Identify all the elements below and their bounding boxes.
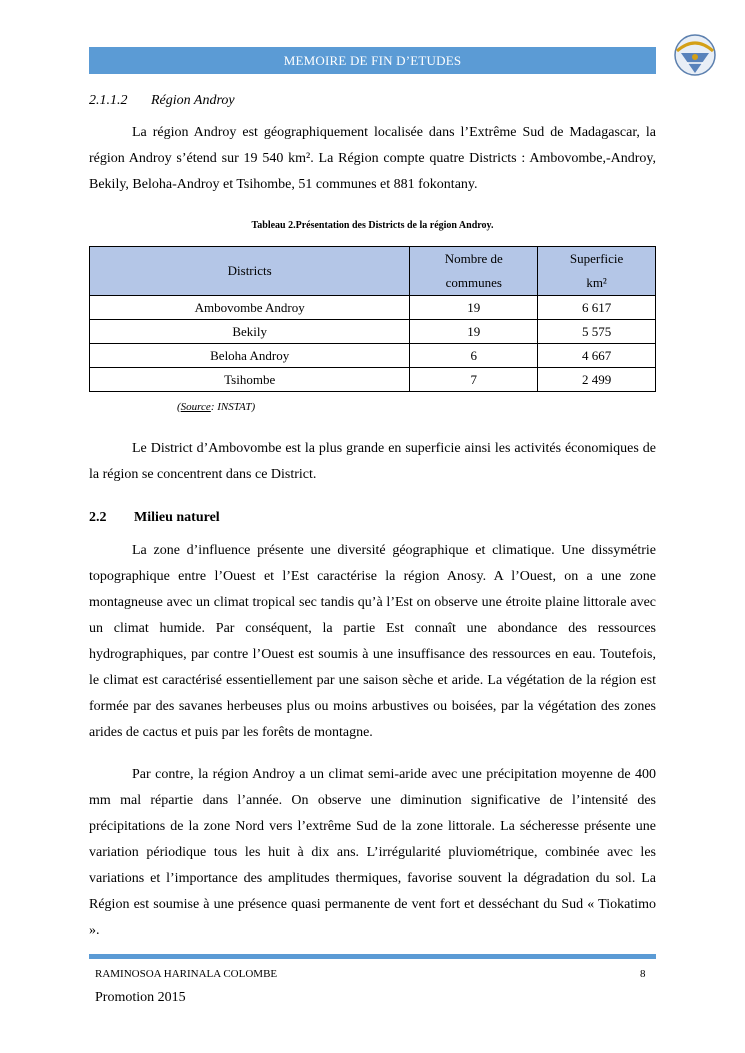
header-districts: Districts: [90, 247, 410, 296]
footer-divider: [89, 954, 656, 959]
paragraph-milieu-2: Par contre, la région Androy a un climat semi-aride avec une précipitation moyenne de 400 mm mal répartie dans l’année. On observe une diminution significative de l’intensité des précipitations de la zone Nord vers l’extrême Sud de la zone littorale. La sécheresse présente une variation périodique tous les huit à dix ans. L’irrégularité pluviométrique, combinée avec les variations et l’importance des amplitudes thermiques, favorise souvent la dégradation du sol. La Région est soumise à une présence quasi permanente de vent fort et desséchant du Sud « Tiokatimo ».: [89, 767, 656, 938]
header-title: MEMOIRE DE FIN D’ETUDES: [283, 52, 462, 68]
footer-promotion: Promotion 2015: [95, 990, 186, 1005]
cell-district: Ambovombe Androy: [90, 296, 410, 320]
cell-area: 6 617: [538, 296, 656, 320]
subsection-number: 2.1.1.2: [89, 93, 128, 108]
header-communes: Nombre de communes: [410, 247, 538, 296]
paragraph-district: Le District d’Ambovombe est la plus grande en superficie ainsi les activités économiques de la région se concentrent dans ce District.: [89, 441, 656, 482]
districts-table: [89, 246, 656, 392]
table-row: [90, 296, 656, 320]
cell-area: 2 499: [538, 368, 656, 392]
header-area: Superficie km²: [538, 247, 656, 296]
table-row: [90, 320, 656, 344]
cell-district: Bekily: [90, 320, 410, 344]
cell-communes: 7: [410, 368, 538, 392]
subsection-title: Région Androy: [151, 93, 235, 108]
table-source: (Source: INSTAT): [177, 401, 256, 413]
cell-communes: 6: [410, 344, 538, 368]
university-logo-icon: [671, 33, 719, 79]
table-header-row: [90, 247, 656, 296]
cell-communes: 19: [410, 320, 538, 344]
cell-area: 5 575: [538, 320, 656, 344]
paragraph-milieu-1: La zone d’influence présente une diversité géographique et climatique. Une dissymétrie topographique entre l’Ouest et l’Est caractérise la région Anosy. A l’Ouest, on a une zone montagneuse avec un climat tropical sec tandis qu’à l’Est on observe une étroite plaine littorale avec un climat humide. Par conséquent, la partie Est connaît une abondance des ressources hydrographiques, par contre l’Ouest est soumis à une insuffisance des ressources en eau. Toutefois, le climat est caractérisé essentiellement par une saison sèche et aride. La végétation de la région est formée par des savanes herbeuses plus ou moins arbustives ou boisées, par la végétation des zones arides de cactus et puis par les forêts de montagne.: [89, 543, 656, 740]
paragraph-intro: La région Androy est géographiquement localisée dans l’Extrême Sud de Madagascar, la région Androy s’étend sur 19 540 km². La Région compte quatre Districts : Ambovombe,-Androy, Bekily, Beloha-Androy et Tsihombe, 51 communes et 881 fokontany.: [89, 125, 656, 192]
section-number: 2.2: [89, 510, 107, 525]
cell-communes: 19: [410, 296, 538, 320]
page-header-bar: [89, 47, 656, 74]
footer-author: RAMINOSOA HARINALA COLOMBE: [95, 968, 278, 980]
subsection-heading: [89, 93, 235, 109]
cell-district: Tsihombe: [90, 368, 410, 392]
cell-district: Beloha Androy: [90, 344, 410, 368]
page-number: 8: [640, 968, 646, 980]
table-caption: Tableau 2.Présentation des Districts de la région Androy.: [251, 220, 494, 231]
cell-area: 4 667: [538, 344, 656, 368]
section-heading: [89, 510, 220, 526]
table-row: [90, 344, 656, 368]
section-title: Milieu naturel: [134, 510, 220, 525]
table-row: [90, 368, 656, 392]
